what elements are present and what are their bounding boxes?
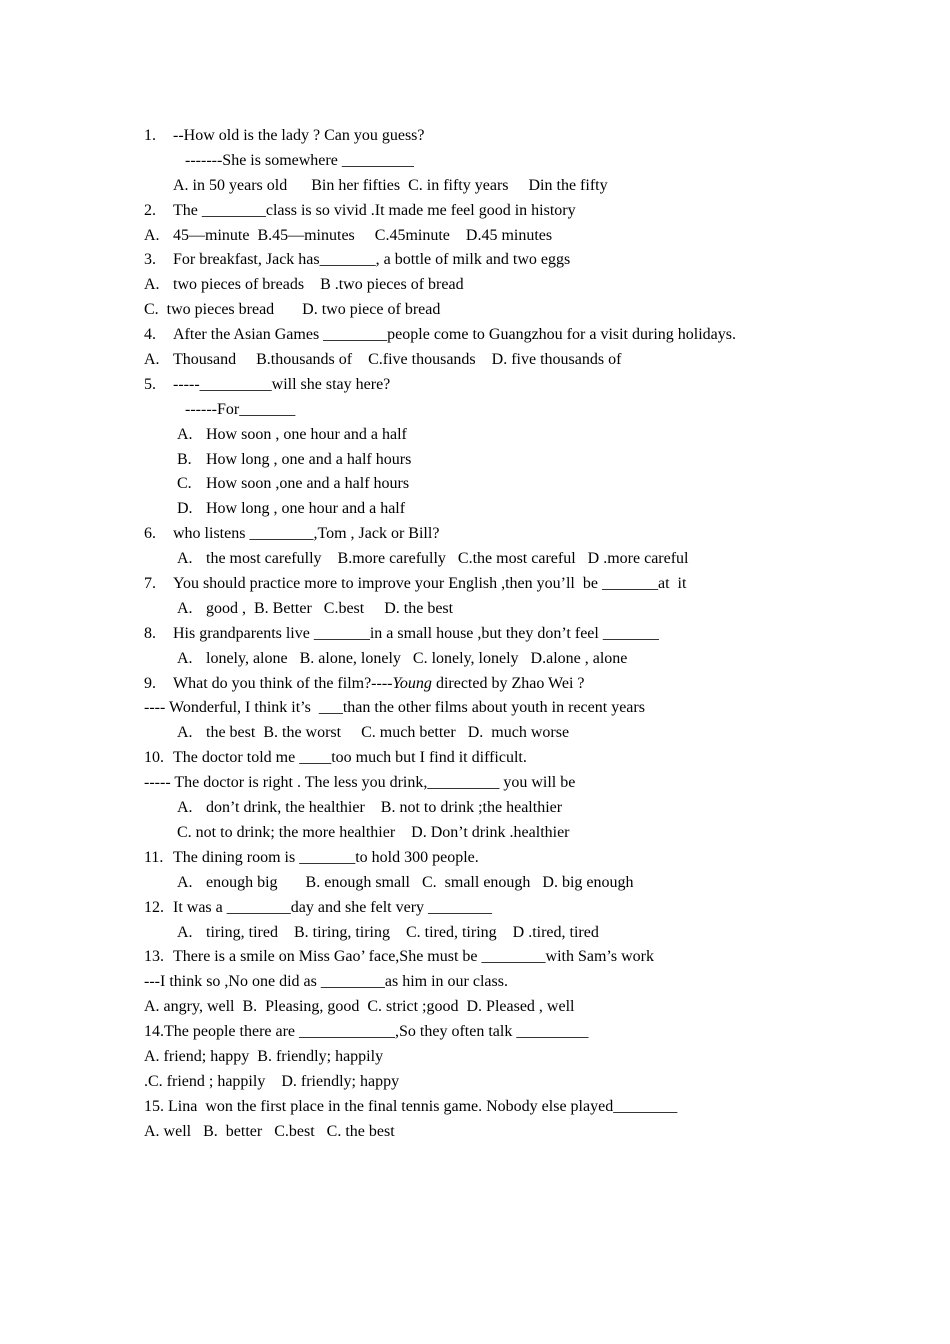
text-line [0, 497, 950, 522]
text-line [0, 1020, 950, 1045]
line-text: There is a smile on Miss Gao’ face,She must be ________with Sam’s work [173, 948, 654, 966]
text-line [0, 945, 950, 970]
text-line [0, 896, 950, 921]
item-number: C. [177, 475, 192, 493]
item-number: 10. [144, 749, 164, 767]
line-text: What do you think of the film?---- [173, 674, 393, 692]
text-line [0, 672, 950, 697]
item-number: 11. [144, 848, 164, 866]
text-line [0, 174, 950, 199]
line-text: .C. friend ; happily D. friendly; happy [144, 1072, 400, 1090]
item-number: 12. [144, 898, 164, 916]
item-number: 13. [144, 948, 164, 966]
line-text: the most carefully B.more carefully C.the most careful D .more careful [206, 550, 689, 568]
line-text: don’t drink, the healthier B. not to drink ;the healthier [206, 799, 563, 817]
item-number: A. [177, 550, 193, 568]
line-text: ------For_______ [185, 400, 296, 418]
item-number: 4. [144, 326, 156, 344]
item-number: A. [177, 599, 193, 617]
line-text: You should practice more to improve your English ,then you’ll be _______at it [173, 575, 687, 593]
item-number: A. [177, 425, 193, 443]
text-line [0, 846, 950, 871]
line-text: A. well B. better C.best C. the best [144, 1122, 395, 1140]
text-line [0, 398, 950, 423]
item-number: 3. [144, 251, 156, 269]
item-number: A. [177, 724, 193, 742]
line-text: ----- The doctor is right . The less you drink,_________ you will be [144, 774, 576, 792]
line-text: --How old is the lady ? Can you guess? [173, 127, 425, 144]
text-line [0, 1095, 950, 1120]
line-text: who listens ________,Tom , Jack or Bill? [173, 525, 440, 543]
text-line [0, 298, 950, 323]
text-line [0, 771, 950, 796]
item-number: A. [144, 276, 160, 294]
text-line [0, 647, 950, 672]
text-line [0, 746, 950, 771]
item-number: 8. [144, 624, 156, 642]
line-text: For breakfast, Jack has_______, a bottle of milk and two eggs [173, 251, 571, 269]
line-text: How long , one and a half hours [206, 450, 412, 468]
line-text: How soon ,one and a half hours [206, 475, 410, 493]
item-number: 2. [144, 201, 156, 219]
text-line [0, 472, 950, 497]
line-text: tiring, tired B. tiring, tiring C. tired, tiring D .tired, tired [206, 923, 599, 941]
text-line [0, 871, 950, 896]
text-line [0, 721, 950, 746]
text-line [0, 448, 950, 473]
item-number: B. [177, 450, 192, 468]
text-line [0, 199, 950, 224]
line-text: The doctor told me ____too much but I find it difficult. [173, 749, 527, 767]
item-number: A. [144, 351, 160, 369]
line-text: A. angry, well B. Pleasing, good C. strict ;good D. Pleased , well [144, 998, 575, 1016]
line-text: It was a ________day and she felt very ________ [173, 898, 493, 916]
line-text: good , B. Better C.best D. the best [206, 599, 454, 617]
text-line [0, 921, 950, 946]
text-line [0, 522, 950, 547]
line-text: two pieces of breads B .two pieces of bread [173, 276, 464, 294]
line-text: 45—minute B.45—minutes C.45minute D.45 minutes [173, 226, 553, 244]
text-line [0, 323, 950, 348]
line-text: His grandparents live _______in a small house ,but they don’t feel _______ [173, 624, 659, 642]
item-number: A. [177, 799, 193, 817]
question-list [0, 124, 950, 1145]
line-text: lonely, alone B. alone, lonely C. lonely, lonely D.alone , alone [206, 649, 628, 667]
text-line [0, 224, 950, 249]
line-text: The dining room is _______to hold 300 people. [173, 848, 479, 866]
line-text: ---- Wonderful, I think it’s ___than the other films about youth in recent years [144, 699, 645, 717]
item-number: 1. [144, 127, 156, 144]
text-line [0, 995, 950, 1020]
text-line [0, 124, 950, 149]
text-line [0, 1045, 950, 1070]
text-line [0, 597, 950, 622]
text-line [0, 547, 950, 572]
text-line [0, 572, 950, 597]
line-text: directed by Zhao Wei ? [431, 674, 585, 692]
line-text: 14.The people there are ____________,So they often talk _________ [144, 1023, 589, 1041]
line-text: A. in 50 years old Bin her fifties C. in fifty years Din the fifty [173, 176, 608, 194]
text-line [0, 248, 950, 273]
item-number: 5. [144, 375, 156, 393]
film-title: Young [392, 674, 432, 692]
item-number: D. [177, 500, 193, 518]
text-line [0, 273, 950, 298]
text-line [0, 1120, 950, 1145]
item-number: 6. [144, 525, 156, 543]
text-line [0, 696, 950, 721]
line-text: 15. Lina won the first place in the final tennis game. Nobody else played________ [144, 1097, 678, 1115]
item-number: A. [177, 873, 193, 891]
line-text: The ________class is so vivid .It made me feel good in history [173, 201, 576, 219]
text-line [0, 970, 950, 995]
item-number: A. [177, 923, 193, 941]
line-text: A. friend; happy B. friendly; happily [144, 1047, 384, 1065]
line-text: Thousand B.thousands of C.five thousands D. five thousands of [173, 351, 622, 369]
item-number: A. [144, 226, 160, 244]
text-line [0, 1070, 950, 1095]
line-text: -------She is somewhere _________ [185, 151, 414, 169]
text-line [0, 149, 950, 174]
text-line [0, 796, 950, 821]
line-text: How long , one hour and a half [206, 500, 406, 518]
line-text: the best B. the worst C. much better D. much worse [206, 724, 570, 742]
item-number: 7. [144, 575, 156, 593]
line-text: -----_________will she stay here? [173, 375, 391, 393]
line-text: How soon , one hour and a half [206, 425, 407, 443]
item-number: A. [177, 649, 193, 667]
text-line [0, 348, 950, 373]
line-text: enough big B. enough small C. small enough D. big enough [206, 873, 634, 891]
item-number: 9. [144, 674, 156, 692]
text-line [0, 821, 950, 846]
text-line [0, 423, 950, 448]
line-text: ---I think so ,No one did as ________as him in our class. [144, 973, 508, 991]
line-text: C. two pieces bread D. two piece of bread [144, 301, 441, 319]
text-line [0, 622, 950, 647]
line-text: C. not to drink; the more healthier D. Don’t drink .healthier [177, 823, 570, 841]
text-line [0, 373, 950, 398]
line-text: After the Asian Games ________people come to Guangzhou for a visit during holidays. [173, 326, 736, 344]
